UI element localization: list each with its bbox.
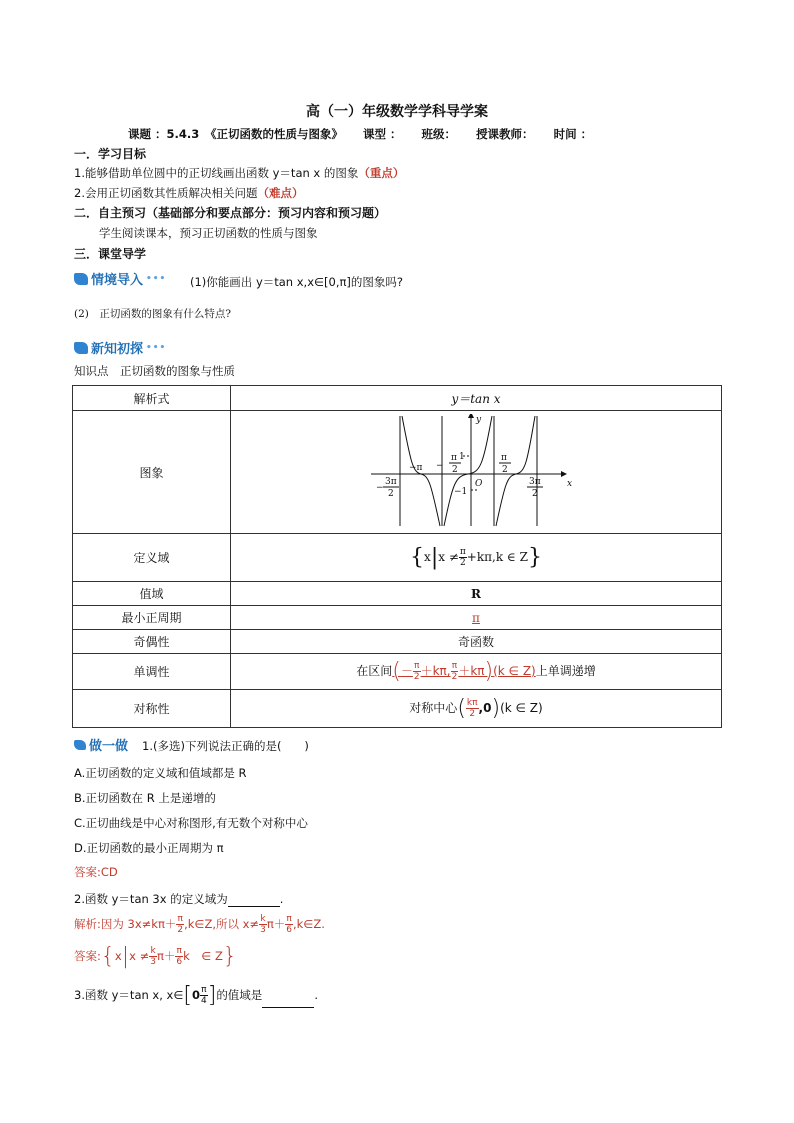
table-row bbox=[73, 690, 722, 728]
row-value: π bbox=[231, 606, 722, 630]
denominator: 6 bbox=[176, 957, 183, 967]
denominator: 2 bbox=[469, 709, 476, 719]
sol-text: π＋ bbox=[266, 917, 286, 931]
ans-tail: k ∈ Z bbox=[183, 949, 223, 963]
ans-label: 答案: bbox=[74, 949, 101, 963]
denominator: 2 bbox=[459, 558, 466, 568]
intro-badge bbox=[74, 269, 166, 288]
ans-neq: x ≠ bbox=[129, 949, 150, 963]
intro-question-1: (1)你能画出 y＝tan x,x∈[0,π]的图象吗? bbox=[190, 275, 404, 289]
numerator: k bbox=[150, 946, 156, 956]
two-label: 2 bbox=[502, 465, 508, 475]
brace-left: { bbox=[100, 944, 115, 969]
row-value: y＝tan x bbox=[231, 386, 722, 411]
row-key: 图象 bbox=[73, 411, 231, 534]
bar-sep: | bbox=[121, 944, 130, 969]
bracket-right: ] bbox=[207, 983, 217, 1008]
neg-sign-label: − bbox=[376, 483, 384, 493]
numerator: k bbox=[260, 914, 266, 924]
denominator: 3 bbox=[260, 925, 266, 935]
row-key: 单调性 bbox=[73, 654, 231, 690]
x-arrow-icon bbox=[561, 471, 567, 477]
question-2 bbox=[74, 891, 283, 907]
domain-var: x bbox=[424, 550, 431, 564]
section-heading-guide: 三．课堂导学 bbox=[74, 247, 147, 261]
goal-1 bbox=[74, 165, 404, 181]
teacher-label: 授课教师： bbox=[476, 127, 534, 141]
table-row bbox=[73, 386, 722, 411]
graph-cell bbox=[231, 411, 722, 534]
answer-1: 答案:CD bbox=[74, 865, 118, 879]
minus-sign: － bbox=[400, 664, 413, 678]
new-knowledge-label: 新知初探 bbox=[91, 342, 144, 357]
answer-2 bbox=[74, 944, 237, 969]
numerator: π bbox=[459, 547, 466, 557]
pi-label: π bbox=[501, 453, 507, 463]
time-label: 时间 ： bbox=[553, 127, 593, 141]
practice-badge bbox=[74, 735, 128, 754]
sol-text: ,k∈Z,所以 x≠ bbox=[184, 917, 260, 931]
ans-mid: π＋ bbox=[156, 949, 176, 963]
row-key: 解析式 bbox=[73, 386, 231, 411]
fraction bbox=[176, 914, 184, 935]
y-arrow-icon bbox=[468, 414, 474, 418]
y-label: y bbox=[476, 415, 482, 425]
numerator: π bbox=[451, 661, 458, 671]
sol-text: ,k∈Z. bbox=[292, 917, 325, 931]
dots-decoration: ••• bbox=[146, 342, 167, 353]
fraction bbox=[413, 661, 421, 682]
denominator: 2 bbox=[451, 672, 458, 682]
numerator: kπ bbox=[466, 698, 478, 708]
fraction bbox=[285, 914, 293, 935]
dots-decoration: ••• bbox=[146, 273, 167, 284]
option-c: C.正切曲线是中心对称图形,有无数个对称中心 bbox=[74, 816, 308, 830]
practice-badge-label: 做一做 bbox=[89, 739, 129, 754]
period: . bbox=[314, 988, 318, 1002]
neg-one-label: −1 bbox=[454, 487, 468, 497]
mono-interval bbox=[392, 659, 536, 684]
row-key: 值域 bbox=[73, 582, 231, 606]
new-knowledge-badge bbox=[74, 338, 166, 357]
option-d: D.正切函数的最小正周期为 π bbox=[74, 841, 224, 855]
fraction bbox=[175, 946, 183, 967]
two-label: 2 bbox=[452, 465, 458, 475]
sym-k: (k ∈ Z) bbox=[500, 701, 543, 715]
denominator: 3 bbox=[150, 957, 156, 967]
two-label: 2 bbox=[388, 489, 394, 499]
tan-graph bbox=[371, 414, 581, 530]
mono-cell bbox=[231, 654, 722, 690]
neg-pi-label: −π bbox=[409, 463, 423, 473]
knowledge-point: 知识点 正切函数的图象与性质 bbox=[74, 364, 235, 378]
domain-cell bbox=[231, 534, 722, 582]
class-label: 班级： bbox=[421, 127, 457, 141]
paren-right: ) bbox=[484, 659, 494, 684]
table-row bbox=[73, 411, 722, 534]
row-key: 定义域 bbox=[73, 534, 231, 582]
table-row bbox=[73, 582, 722, 606]
numerator: π bbox=[176, 946, 182, 956]
search-book-icon bbox=[74, 342, 88, 354]
fraction bbox=[466, 698, 479, 719]
domain-tail: +kπ,k ∈ Z bbox=[466, 550, 528, 564]
section-heading-preview: 二．自主预习（基础部分和要点部分：预习内容和预习题） bbox=[74, 206, 387, 220]
mono-k: (k ∈ Z) bbox=[493, 664, 536, 678]
q3-text: 3.函数 y＝tan x, x∈ bbox=[74, 988, 184, 1002]
denominator: 4 bbox=[200, 996, 207, 1006]
fraction bbox=[459, 547, 467, 568]
table-row bbox=[73, 654, 722, 690]
bar-sep: | bbox=[430, 545, 439, 570]
option-b: B.正切函数在 R 上是递增的 bbox=[74, 791, 216, 805]
q3-lower: 0 bbox=[191, 988, 200, 1002]
ans-var: x bbox=[114, 949, 122, 963]
row-key: 最小正周期 bbox=[73, 606, 231, 630]
table-row bbox=[73, 630, 722, 654]
type-label: 课型 ： bbox=[363, 127, 402, 141]
question-2-text: 2.函数 y＝tan 3x 的定义域为 bbox=[74, 892, 228, 906]
numerator: π bbox=[201, 985, 207, 995]
numerator: π bbox=[286, 914, 292, 924]
sym-prefix: 对称中心 bbox=[409, 701, 458, 715]
paren-right: ) bbox=[491, 696, 501, 721]
mono-suffix: 上单调递增 bbox=[535, 664, 596, 678]
sym-zero: ,0 bbox=[478, 701, 492, 715]
goal-2-text: 2.会用正切函数其性质解决相关问题 bbox=[74, 186, 258, 200]
solution-2 bbox=[74, 914, 325, 935]
row-value: R bbox=[231, 582, 722, 606]
denominator: 2 bbox=[413, 672, 420, 682]
denominator: 6 bbox=[286, 925, 292, 935]
domain-neq: x ≠ bbox=[438, 550, 459, 564]
intro-badge-label: 情境导入 bbox=[91, 273, 144, 288]
pencil-icon bbox=[74, 740, 86, 750]
two-label: 2 bbox=[532, 489, 538, 499]
book-icon bbox=[74, 273, 88, 285]
origin-label: O bbox=[475, 479, 483, 489]
brace-right: } bbox=[527, 545, 542, 570]
x-label: x bbox=[567, 479, 573, 489]
mono-mid: ＋kπ, bbox=[420, 664, 451, 678]
mono-prefix: 在区间 bbox=[356, 664, 393, 678]
row-key: 对称性 bbox=[73, 690, 231, 728]
goal-1-text: 1.能够借助单位圆中的正切线画出函数 y＝tan x 的图象 bbox=[74, 166, 359, 180]
numerator: π bbox=[177, 914, 183, 924]
preview-text: 学生阅读课本，预习正切函数的性质与图象 bbox=[99, 226, 318, 240]
three-pi-label: 3π bbox=[385, 477, 397, 487]
paren-left: ( bbox=[457, 696, 466, 721]
section-heading-goals: 一．学习目标 bbox=[74, 147, 147, 161]
sol-text: 解析:因为 3x≠kπ＋ bbox=[74, 917, 177, 931]
denominator: 2 bbox=[177, 925, 184, 935]
intro-question-2: (2) 正切函数的图象有什么特点? bbox=[74, 308, 232, 320]
question-1: 1.(多选)下列说法正确的是( ) bbox=[142, 739, 309, 753]
q3-suffix: 的值域是 bbox=[216, 988, 263, 1002]
row-value: 奇函数 bbox=[231, 630, 722, 654]
answer-blank bbox=[262, 995, 314, 1008]
fraction bbox=[200, 985, 208, 1006]
topic-label: 课题 ：5.4.3 《正切函数的性质与图象》 bbox=[128, 127, 343, 141]
numerator: π bbox=[414, 661, 420, 671]
fraction bbox=[149, 946, 157, 967]
fraction bbox=[259, 914, 267, 935]
row-key: 奇偶性 bbox=[73, 630, 231, 654]
paren-left: ( bbox=[392, 659, 401, 684]
mono-mid: ＋kπ bbox=[458, 664, 485, 678]
one-label: 1 bbox=[459, 452, 465, 462]
goal-1-tag: （重点） bbox=[358, 166, 405, 180]
brace-right: } bbox=[222, 944, 237, 969]
three-pi-label: 3π bbox=[529, 477, 541, 487]
bracket-left: [ bbox=[183, 983, 192, 1008]
option-a: A.正切函数的定义域和值域都是 R bbox=[74, 766, 247, 780]
period: . bbox=[279, 892, 284, 906]
brace-left: { bbox=[410, 545, 425, 570]
goal-2 bbox=[74, 185, 303, 201]
sym-cell bbox=[231, 690, 722, 728]
question-3 bbox=[74, 983, 318, 1008]
tan-property-table bbox=[72, 385, 722, 728]
neg-sign-label: − bbox=[436, 461, 444, 471]
page-title: 高（一）年级数学学科导学案 bbox=[306, 104, 488, 120]
lesson-meta bbox=[128, 126, 608, 142]
pi-label: π bbox=[451, 453, 457, 463]
goal-2-tag: （难点） bbox=[257, 186, 304, 200]
table-row bbox=[73, 606, 722, 630]
answer-blank bbox=[228, 894, 280, 907]
table-row bbox=[73, 534, 722, 582]
